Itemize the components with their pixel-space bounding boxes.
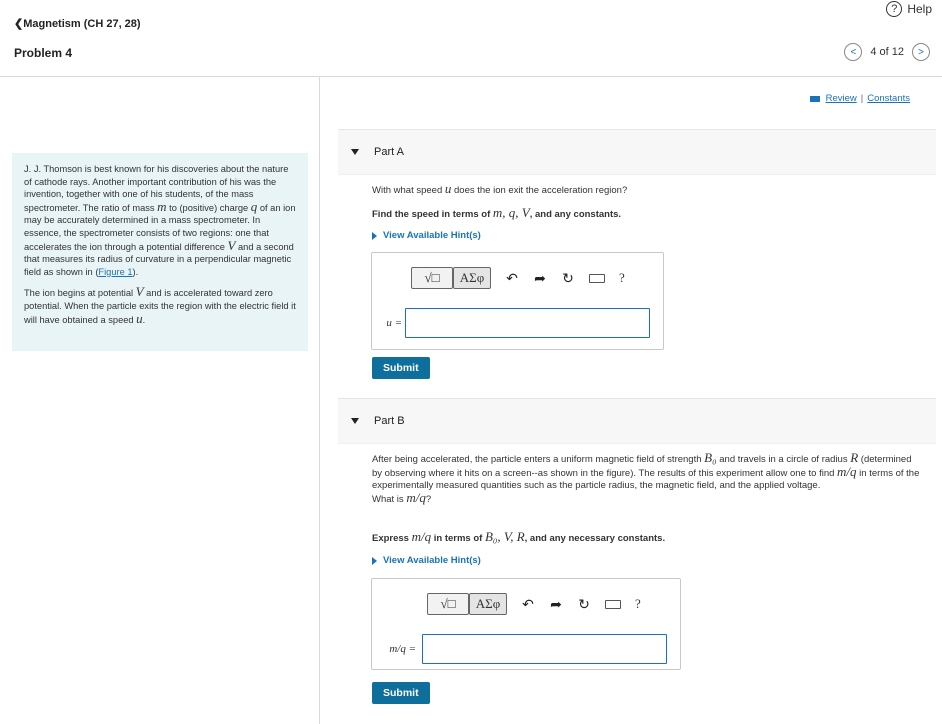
math-var: m/q <box>837 464 857 479</box>
text: Express <box>372 533 412 544</box>
hint-label: View Available Hint(s) <box>383 555 481 566</box>
back-breadcrumb-label: Magnetism (CH 27, 28) <box>23 18 141 30</box>
constants-link[interactable]: Constants <box>867 93 910 104</box>
collapse-triangle-icon <box>351 418 359 424</box>
part-a-header[interactable] <box>338 129 936 175</box>
help-icon[interactable]: ? <box>635 596 641 611</box>
pager <box>844 43 930 61</box>
math-var: m/q <box>406 490 426 505</box>
math-var: V <box>135 284 144 300</box>
greek-symbols-button[interactable]: ΑΣφ <box>453 267 491 289</box>
part-a-answer-row <box>372 308 650 338</box>
math-var: B₀ <box>704 450 717 465</box>
part-b-instruction <box>372 529 665 545</box>
header-divider <box>0 76 942 77</box>
keyboard-icon[interactable] <box>605 600 621 609</box>
help-link[interactable] <box>886 0 932 18</box>
text: With what speed <box>372 185 445 196</box>
part-b-submit-button[interactable]: Submit <box>372 682 430 704</box>
help-label: Help <box>907 2 932 16</box>
chevron-left-icon: < <box>850 46 857 58</box>
text: Find the speed in terms of <box>372 209 493 220</box>
collapse-triangle-icon <box>351 149 359 155</box>
text: of an ion may be accurately determined in a mass spectrometer. In essence, the spectrometer consists of two regions: one that accelerates the ion through a potential difference <box>24 202 296 252</box>
text: . <box>142 314 146 325</box>
greek-symbols-button[interactable]: ΑΣφ <box>469 593 507 615</box>
math-vars: m, q, V <box>492 205 530 220</box>
text: does the ion exit the acceleration region? <box>451 185 628 196</box>
math-var: q <box>250 198 258 214</box>
text: After being accelerated, the particle enters a uniform magnetic field of strength <box>372 454 705 465</box>
review-constants <box>810 93 910 104</box>
redo-icon[interactable]: ➦ <box>550 595 562 612</box>
answer-label: u = <box>386 317 402 329</box>
review-link[interactable]: Review <box>825 93 857 104</box>
redo-icon[interactable]: ➦ <box>534 269 546 286</box>
hint-label: View Available Hint(s) <box>383 230 481 241</box>
text: and is accelerated toward zero potential. When the particle exits the region with the electric field it will have obtained a speed <box>24 288 296 325</box>
text: ). <box>132 266 139 277</box>
text: ? <box>425 494 432 505</box>
pager-text: 4 of 12 <box>870 46 904 58</box>
caret-right-icon <box>372 232 377 240</box>
part-b-label: Part B <box>374 415 405 427</box>
template-button[interactable]: √□ <box>411 267 453 289</box>
math-var: V <box>227 237 236 253</box>
part-a-question <box>372 183 627 197</box>
math-var: m <box>157 198 167 214</box>
text: J. J. Thomson is best known for his discoveries about the nature of cathode rays. Another important contribution of his was the invention, together with one of his students, of the mass spectrometer. The ratio of mass <box>24 164 289 213</box>
math-toolbar <box>427 593 641 615</box>
help-icon[interactable]: ? <box>619 270 625 285</box>
part-b-description <box>372 452 922 506</box>
caret-right-icon <box>372 557 377 565</box>
text: The ion begins at potential <box>24 288 136 299</box>
part-b-answer-input[interactable] <box>422 634 667 664</box>
reset-icon[interactable]: ↻ <box>578 595 590 612</box>
part-a-instruction <box>372 205 621 221</box>
undo-icon[interactable]: ↶ <box>506 269 518 286</box>
figure-1-link[interactable]: Figure 1 <box>98 266 133 277</box>
text: and travels in a circle of radius <box>716 454 851 465</box>
keyboard-icon[interactable] <box>589 274 605 283</box>
undo-icon[interactable]: ↶ <box>522 595 534 612</box>
math-var: u <box>136 310 143 326</box>
math-var: u <box>444 181 452 196</box>
answer-label: m/q = <box>389 643 416 655</box>
text: to (positive) charge <box>166 202 251 213</box>
text: , and any necessary constants. <box>524 533 666 544</box>
next-button[interactable] <box>912 43 930 61</box>
part-b-answer-box <box>371 578 681 670</box>
column-divider <box>319 77 320 724</box>
math-vars: B₀, V, R <box>484 529 525 544</box>
back-breadcrumb[interactable] <box>14 17 141 30</box>
part-a-answer-box <box>371 252 664 350</box>
reset-icon[interactable]: ↻ <box>562 269 574 286</box>
part-a-hints-link[interactable] <box>372 230 481 241</box>
help-icon: ? <box>886 1 902 17</box>
part-b-header[interactable] <box>338 398 936 444</box>
template-button[interactable]: √□ <box>427 593 469 615</box>
math-var: R <box>850 450 859 465</box>
previous-button[interactable] <box>844 43 862 61</box>
chevron-left-icon: ❮ <box>14 18 24 30</box>
math-toolbar <box>411 267 625 289</box>
problem-statement <box>12 153 308 351</box>
separator: | <box>860 93 864 104</box>
text: , and any constants. <box>529 209 622 220</box>
chevron-right-icon: > <box>918 46 924 58</box>
problem-title: Problem 4 <box>14 46 73 60</box>
math-var: m/q <box>411 529 432 544</box>
text: and a second that measures its radius of curvature in a perpendicular magnetic field as shown in ( <box>24 241 294 277</box>
part-a-answer-input[interactable] <box>405 308 650 338</box>
part-b-hints-link[interactable] <box>372 555 481 566</box>
text: (determined by observing where it hits on a screen--as shown in the figure). The results of this experiment allow one to find <box>372 454 912 479</box>
part-a-label: Part A <box>374 146 404 158</box>
text: in terms of the experimentally measured quantities such as the particle radius, the magnetic field, and the applied voltage. <box>372 468 920 491</box>
problem-paragraph-1 <box>24 163 296 278</box>
book-icon <box>810 96 820 102</box>
part-b-answer-row <box>372 634 667 664</box>
text: What is <box>372 494 407 505</box>
problem-paragraph-2 <box>24 286 296 326</box>
text: in terms of <box>431 533 485 544</box>
part-a-submit-button[interactable]: Submit <box>372 357 430 379</box>
